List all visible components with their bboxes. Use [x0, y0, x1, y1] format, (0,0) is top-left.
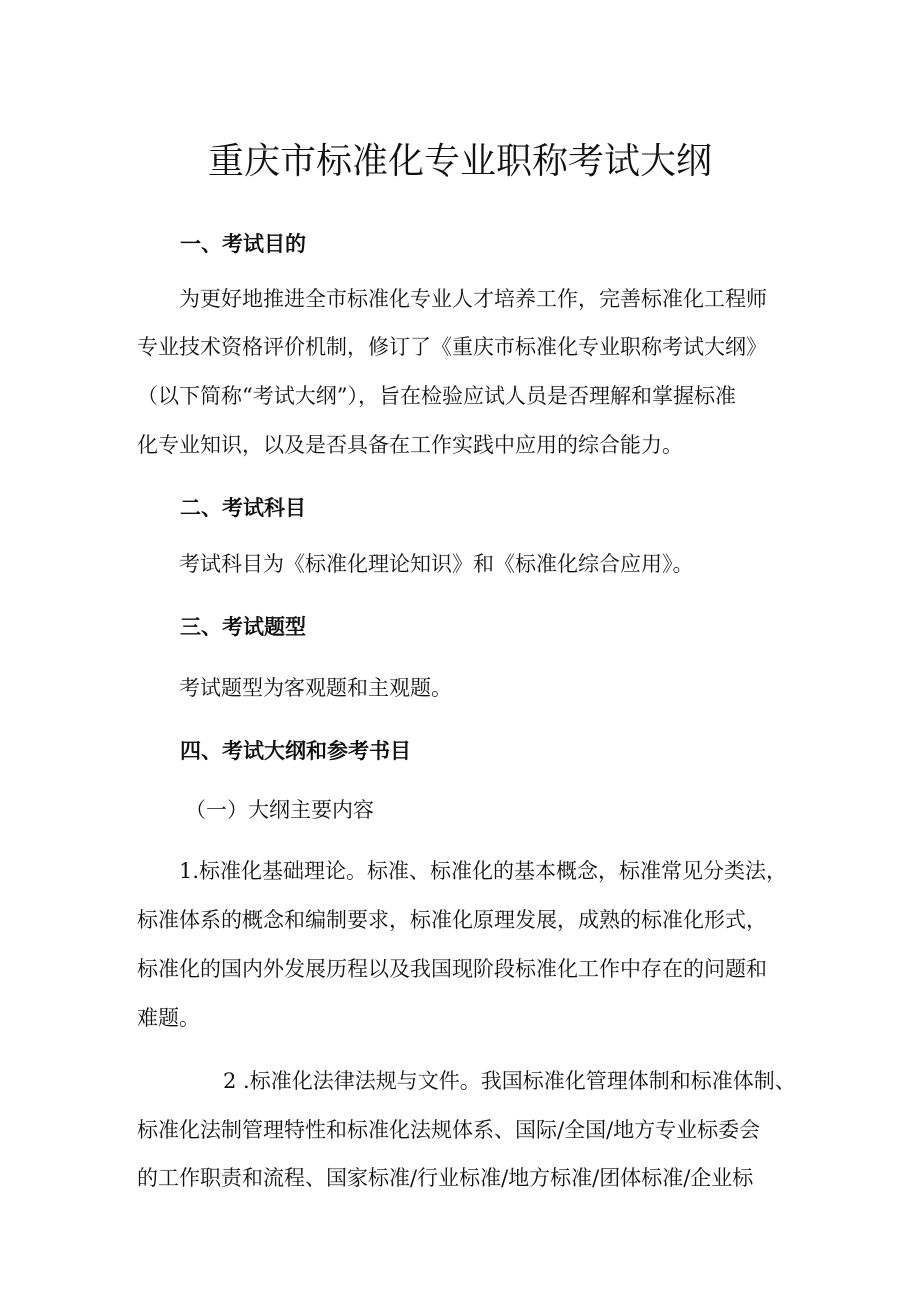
paragraph-line: 考试题型为客观题和主观题。 [179, 676, 452, 700]
paragraph-line: 的工作职责和流程、国家标准/行业标准/地方标准/团体标准/企业标 [137, 1166, 754, 1190]
paragraph-line: 标准化法制管理特性和标准化法规体系、国际/全国/地方专业标委会 [137, 1118, 761, 1142]
section-heading-exam-subjects: 二、考试科目 [180, 496, 306, 520]
paragraph-line: 1.标准化基础理论。标准、标准化的基本概念，标准常见分类法， [179, 859, 788, 883]
paragraph-line: 考试科目为《标准化理论知识》和《标准化综合应用》。 [179, 552, 694, 576]
paragraph-line: （以下简称“考试大纲”），旨在检验应试人员是否理解和掌握标准 [137, 384, 736, 408]
section-heading-question-types: 三、考试题型 [180, 615, 306, 639]
paragraph-line: 2 .标准化法律法规与文件。我国标准化管理体制和标准体制、 [223, 1069, 796, 1093]
paragraph-line: 专业技术资格评价机制，修订了《重庆市标准化专业职称考试大纲》 [137, 335, 767, 359]
paragraph-line: 标准体系的概念和编制要求，标准化原理发展，成熟的标准化形式， [137, 908, 767, 932]
section-heading-exam-purpose: 一、考试目的 [180, 232, 306, 256]
section-heading-outline-and-references: 四、考试大纲和参考书目 [180, 739, 411, 763]
document-title: 重庆市标准化专业职称考试大纲 [207, 141, 712, 182]
paragraph-line: 难题。 [137, 1006, 200, 1030]
paragraph-line: 标准化的国内外发展历程以及我国现阶段标准化工作中存在的问题和 [137, 957, 767, 981]
subsection-heading: （一）大纲主要内容 [185, 798, 374, 822]
paragraph-line: 为更好地推进全市标准化专业人才培养工作，完善标准化工程师 [179, 287, 767, 311]
paragraph-line: 化专业知识，以及是否具备在工作实践中应用的综合能力。 [137, 433, 683, 457]
